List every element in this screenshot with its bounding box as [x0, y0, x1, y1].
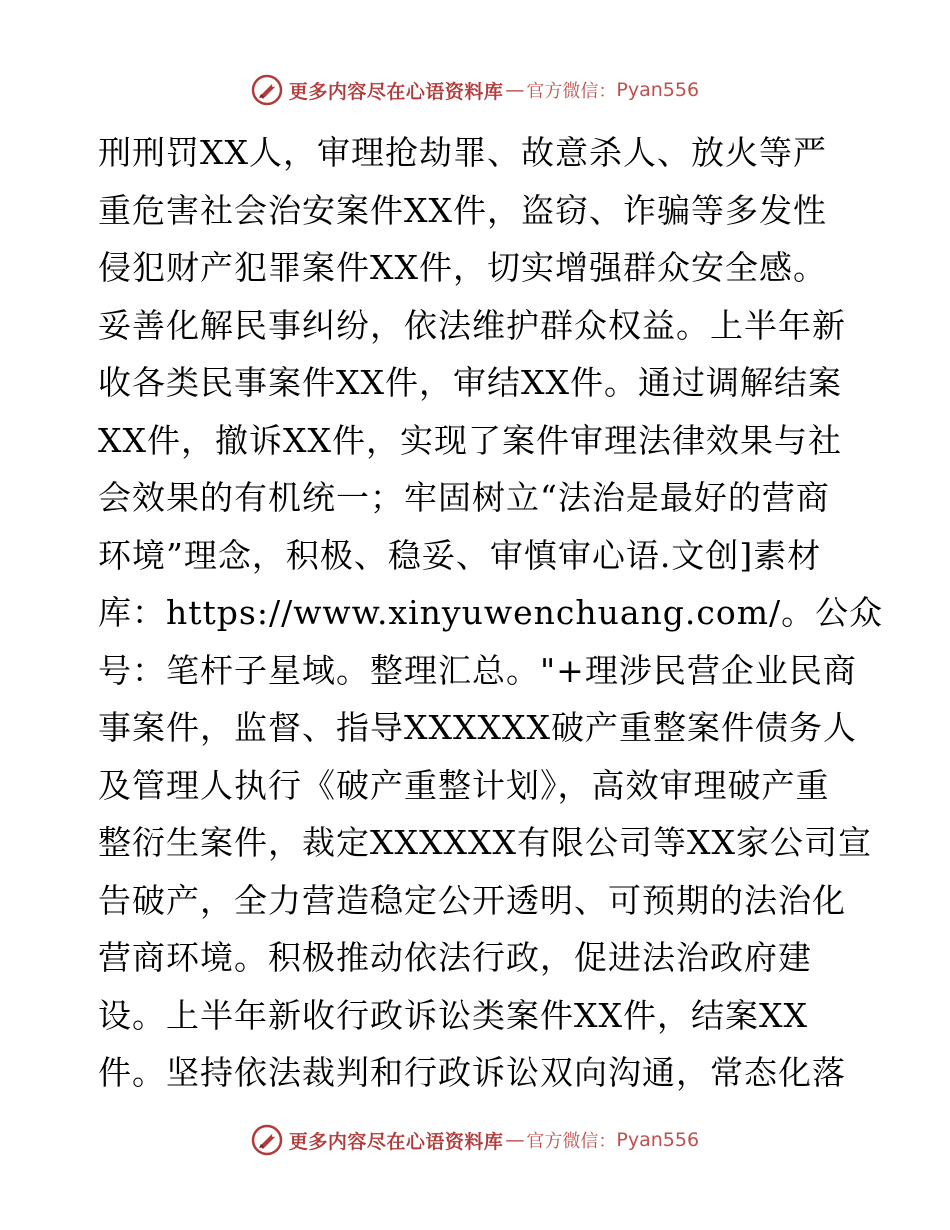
pen-nib-logo-icon: [251, 1124, 283, 1156]
body-line: 妥善化解民事纠纷，依法维护群众权益。上半年新: [98, 305, 846, 345]
banner-wechat-label: 官方微信：: [526, 1131, 617, 1152]
footer-banner: [0, 1120, 950, 1160]
body-line: 设。上半年新收行政诉讼类案件XX件，结案XX: [98, 995, 808, 1035]
body-line: 环境”理念，积极、稳妥、审慎审心语.文创]素材: [98, 535, 822, 575]
body-line: 刑刑罚XX人，审理抢劫罪、故意杀人、放火等严: [98, 133, 827, 172]
body-line: 重危害社会治安案件XX件，盗窃、诈骗等多发性: [98, 190, 827, 230]
body-line: 号：笔杆子星域。整理汇总。"+理涉民营企业民商: [98, 650, 857, 690]
body-line: XX件，撤诉XX件，实现了案件审理法律效果与社: [98, 420, 842, 460]
body-line: 收各类民事案件XX件，审结XX件。通过调解结案: [98, 363, 842, 402]
banner-separator: —: [505, 79, 525, 101]
banner-wechat-id: Pyan556: [616, 1129, 700, 1151]
banner-wechat-label: 官方微信：: [526, 81, 617, 102]
body-line: 告破产，全力营造稳定公开透明、可预期的法治化: [98, 880, 846, 920]
body-line: 会效果的有机统一；牢固树立“法治是最好的营商: [98, 478, 830, 517]
body-line: 事案件，监督、指导XXXXXX破产重整案件债务人: [98, 708, 857, 747]
body-line: 营商环境。积极推动依法行政，促进法治政府建: [98, 938, 812, 977]
body-line: 及管理人执行《破产重整计划》，高效审理破产重: [98, 765, 830, 805]
banner-separator: —: [505, 1129, 525, 1151]
pen-nib-logo-icon: [251, 74, 283, 106]
banner-site-text: 更多内容尽在心语资料库: [288, 80, 504, 103]
header-banner: [0, 70, 950, 110]
body-line: 库：https://www.xinyuwenchuang.com/。公众: [98, 593, 884, 632]
body-line: 件。坚持依法裁判和行政诉讼双向沟通，常态化落: [98, 1053, 846, 1092]
banner-wechat-id: Pyan556: [616, 79, 700, 101]
document-body: [98, 124, 884, 1102]
banner-site-text: 更多内容尽在心语资料库: [288, 1130, 504, 1153]
body-line: 整衍生案件，裁定XXXXXX有限公司等XX家公司宣: [98, 823, 872, 862]
body-line: 侵犯财产犯罪案件XX件，切实增强群众安全感。: [98, 248, 827, 287]
